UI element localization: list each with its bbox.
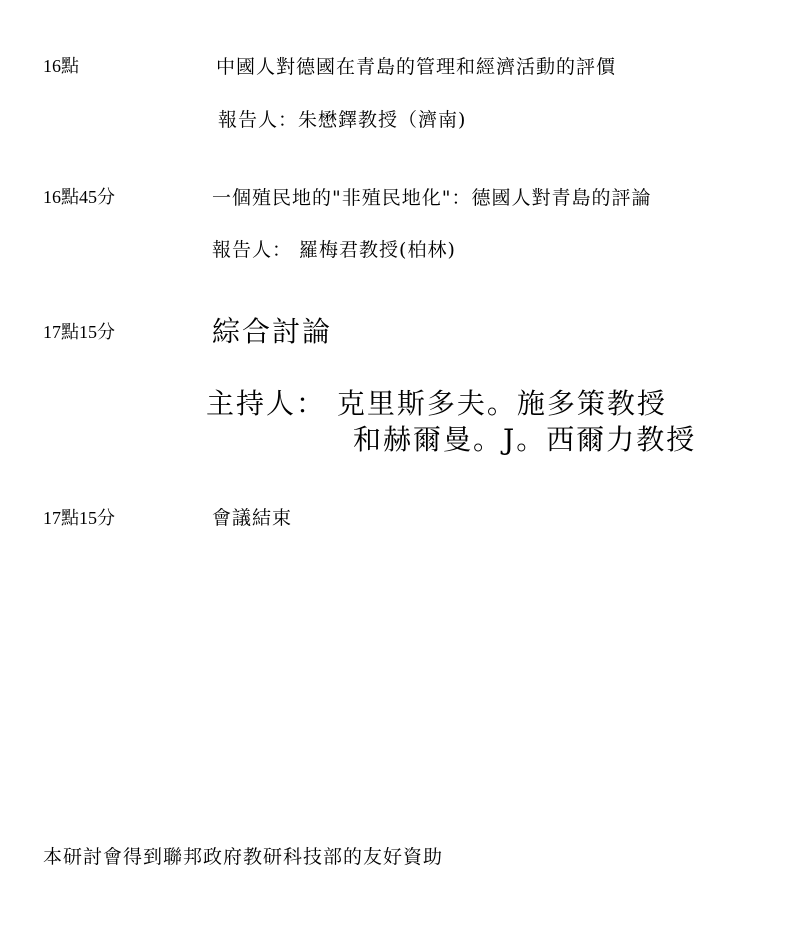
- session-2-speaker: 報告人： 羅梅君教授(柏林): [212, 239, 456, 261]
- session-1-speaker: 報告人：朱懋鐸教授（濟南): [218, 109, 467, 131]
- session-3-moderator-line-2: 和赫爾曼。J。西爾力教授: [353, 423, 697, 456]
- session-3-moderator-line-1: 主持人： 克里斯多夫。施多策教授: [206, 387, 667, 420]
- session-2-title: 一個殖民地的"非殖民地化"：德國人對青島的評論: [212, 187, 652, 209]
- funding-note: 本研討會得到聯邦政府教研科技部的友好資助: [43, 846, 444, 868]
- session-1-time: 16點: [43, 56, 79, 76]
- session-1-title: 中國人對德國在青島的管理和經濟活動的評價: [216, 56, 617, 78]
- session-3-time: 17點15分: [43, 322, 115, 342]
- session-4-time: 17點15分: [43, 508, 115, 528]
- session-3-title: 綜合討論: [212, 315, 333, 348]
- session-2-time: 16點45分: [43, 187, 115, 207]
- session-4-title: 會議結束: [212, 507, 293, 529]
